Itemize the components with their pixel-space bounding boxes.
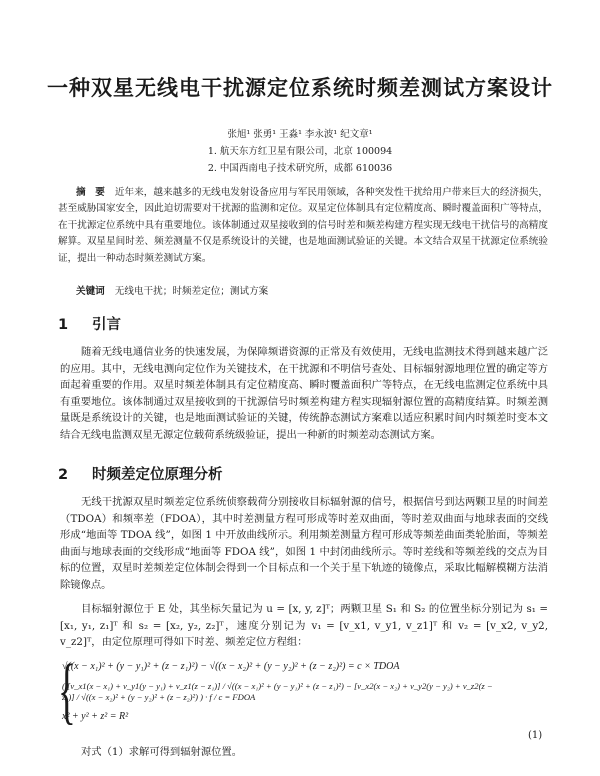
section-heading-2: 2 时频差定位原理分析 [58, 467, 223, 483]
section-1-paragraph: 随着无线电通信业务的快速发展，为保障频谱资源的正常及有效使用，无线电监测技术得到越来越广泛的应用。其中，无线电测向定位作为关键技术，在干扰源和不明信号查处、目标辐射源地理位置的确定等方面起着重要的作用。双星时频差体制具有定位精度高、瞬时覆盖面积广等特点，在无线电监测定位系统中具有重要地位。该体制通过双星接收到的干扰源信号时频差构建方程实现辐射源位置的高精度结算。时频差测量既是系统设计的关键，也是地面测试验证的关键，传统静态测试方案难以适应积累时间内时频差时变本文结合无线电监测双星无源定位载荷系统级验证，提出一种新的时频差动态测试方案。 [60, 346, 548, 441]
equation-tdoa: √((x − x₁)² + (y − y₁)² + (z − z₁)²) − √((x − x₂)² + (y − y₂)² + (z − z₂)²) = c × TDOA [62, 661, 400, 672]
section-2-paragraph-1: 无线干扰源双星时频差定位系统侦察载荷分别接收目标辐射源的信号，根据信号到达两颗卫星的时间差（TDOA）和频率差（FDOA），其中时差测量方程可形成等时差双曲面，等时差双曲面与地球表面的交线形成“地面等 TDOA 线”，如图 1 中开放曲线所示。利用频差测量方程可形成等频差曲面类轮胎面，等频差曲面与地球表面的交线形成“地面等 FDOA 线”，如图 1 中封闭曲线所示。等时差线和等频差线的交点为目标的位置，双星时差频差定位体制会得到一个目标点和一个关于星下轨迹的镜像点，采取比幅解模糊方法消除镜像点。 [60, 496, 548, 591]
section-2-paragraph-2: 目标辐射源位于 E 处，其坐标矢量记为 u = [x, y, z]ᵀ；两颗卫星 S₁ 和 S₂ 的位置坐标分别记为 s₁ = [x₁, y₁, z₁]ᵀ 和 s₂ = [x₂, y₂, z₂]ᵀ，速度分别记为 v₁ = [v_x1, v_y1, v_z1]ᵀ 和 v₂ = [v_x2, v_y2, v_z2]ᵀ，由定位原理可得如下时差、频差定位方程组： [60, 603, 548, 649]
affiliation-1: 1. 航天东方红卫星有限公司，北京 100094 [207, 146, 393, 157]
keywords [58, 284, 548, 300]
affiliation-2: 2. 中国西南电子技术研究所，成都 610036 [207, 163, 393, 174]
equation-brace: { [58, 650, 76, 732]
abstract [58, 185, 548, 267]
equation-earth: x² + y² + z² = R² [62, 711, 129, 722]
abstract-label: 摘 要 [76, 187, 105, 198]
keywords-label: 关键词 [76, 286, 105, 297]
section-heading-1: 1 引言 [58, 317, 121, 333]
closing-sentence: 对式（1）求解可得到辐射源位置。 [81, 746, 243, 758]
abstract-text: 近年来，越来越多的无线电发射设备应用与军民用领域，各种突发性干扰给用户带来巨大的经济损失，甚至威胁国家安全，因此迫切需要对干扰源的监测和定位。双星定位体制具有定位精度高、瞬时覆盖面积广等特点，在干扰源定位系统中具有重要地位。该体制通过双星接收到的信号时差和频差构建方程实现无线电干扰信号的高精度解算。双星星间时差、频差测量不仅是系统设计的关键，也是地面测试验证的关键。本文结合双星干扰源定位系统验证，提出一种动态时频差测试方案。 [58, 187, 549, 264]
keywords-text: 无线电干扰；时频差定位；测试方案 [114, 286, 269, 297]
equation-fdoa: ( [v_x1(x − x₁) + v_y1(y − y₁) + v_z1(z − z₁)] / √((x − x₁)² + (y − y₁)² + (z − z₁)²) − [v_x2(x − x₂) + v_y2(y − y₂) + v_z2(z − z₂)] / √((x − x₂)² + (y − y₂)² + (z − z₂)²) ) · f / c = FDOA [62, 681, 493, 702]
equation-number: (1) [528, 730, 543, 741]
paper-title: 一种双星无线电干扰源定位系统时频差测试方案设计 [47, 76, 553, 100]
authors: 张旭¹ 张勇¹ 王淼¹ 李永波¹ 纪文章¹ [227, 129, 373, 140]
